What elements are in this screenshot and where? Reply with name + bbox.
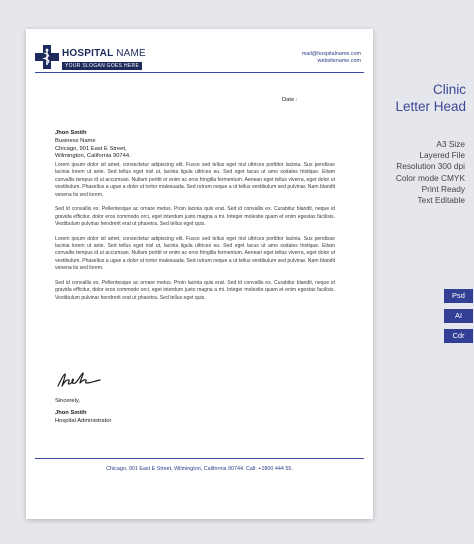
email-text: mail@hospitalname.com [301, 51, 361, 57]
brand-name-bold: HOSPITAL [62, 48, 114, 59]
spec-item: Color mode CMYK [395, 172, 465, 183]
body-paragraph: Sed id convallis ex. Pellentesque ac ornare metus. Proin lacinia quis erat. Sed id convallis ex. Curabitur blandit, neque id gravida efficitur, dolor eros commodo orci, eget interdum justo magna a mi. Integer molestie quam et enim egestas facilisis. Vestibulum pulvinar hendrerit erat ut pharetra. Sed tellus eget quis. [55, 279, 335, 301]
recipient-address-line2: Wilmington, California 90744. [55, 153, 131, 160]
closing-block [55, 398, 111, 425]
footer-divider [35, 458, 364, 459]
product-specs [396, 139, 465, 206]
brand-name-light: NAME [116, 48, 146, 59]
signature-image [55, 371, 111, 391]
recipient-business: Business Name [55, 137, 96, 144]
letterhead-paper [26, 29, 373, 519]
sender-title: Hospital Administrator [55, 417, 112, 424]
product-title [395, 81, 466, 115]
footer-address: Chicago, 901 East E Street, Wilmington, California 90744. Call: +1800 444 55. [106, 466, 293, 472]
website-text: websitename.com [317, 58, 361, 64]
format-badges [444, 289, 473, 349]
recipient-block [55, 130, 131, 161]
hospital-name [62, 48, 146, 59]
recipient-address-line1: Chicago, 901 East E Street, [55, 145, 127, 152]
date-label: Date : [282, 97, 298, 103]
spec-item: Resolution 300 dpi [396, 161, 465, 172]
spec-item: Print Ready [421, 183, 465, 194]
recipient-name: Jhon Smith [55, 130, 87, 136]
badge-psd: Psd [444, 289, 473, 303]
spec-item: Layered File [419, 150, 465, 161]
badge-cdr: Cdr [444, 329, 473, 343]
spec-item: A3 Size [436, 139, 465, 149]
body-paragraph: Lorem ipsum dolor sit amet, consectetur adipiscing elit. Fusce sed tellus eget nisl ultrices porttitor lacinia. Sus pendisse lacinia lorem ut ante. Sed tellus eget nisl ut, lacinia ligula ultrices eu. Sed eget lacus ut amo sodales tristique. Etiam convallis tempus id ut accumsan. Nullam porttit or enim ac eros fringilla fermentum. Aenean eget tellus viverra, eget dolor ut vestibulum. Phasellus a ugue a dolor ut tortor malesuada. Sed rutrum neque a ut tellus vestibulum sed pulvinar. Nam blandit venena tis sed lorem. [55, 235, 335, 272]
product-title-line1: Clinic [432, 82, 466, 97]
contact-info [302, 51, 361, 65]
salutation: Sincerely, [55, 398, 81, 404]
body-paragraph: Sed id convallis ex. Pellentesque ac ornare metus. Proin lacinia quis erat. Sed id convallis ex. Curabitur blandit, neque id gravida efficitur, dolor eros commodo orci, eget interdum justo magna a mi. Integer molestie quam et enim egestas facilisis. Vestibulum pulvinar hendrerit erat ut pharetra. Sed tellus eget quis. [55, 206, 335, 228]
hospital-logo [35, 45, 175, 81]
medical-cross-icon [35, 45, 59, 69]
product-title-line2: Letter Head [395, 99, 466, 114]
slogan: YOUR SLOGAN GOES HERE [62, 62, 142, 70]
letter-body [55, 162, 335, 309]
header-divider [35, 72, 364, 73]
spec-item: Text Editable [417, 195, 465, 206]
sender-name: Jhon Smith [55, 409, 87, 416]
badge-ai: AI [444, 309, 473, 323]
body-paragraph: Lorem ipsum dolor sit amet, consectetur adipiscing elit. Fusce sed tellus eget nisl ultrices porttitor lacinia. Sus pendisse lacinia lorem ut ante. Sed tellus eget nisl ut, lacinia ligula ultrices eu. Sed eget lacus ut amo sodales tristique. Etiam convallis tempus id ut accumsan. Nullam porttit or enim ac eros fringilla fermentum. Aenean eget tellus viverra, eget dolor ut vestibulum. Phasellus a ugue a dolor ut tortor malesuada. Sed rutrum neque a ut tellus vestibulum sed pulvinar. Nam blandit venena tis sed lorem. [55, 162, 335, 198]
